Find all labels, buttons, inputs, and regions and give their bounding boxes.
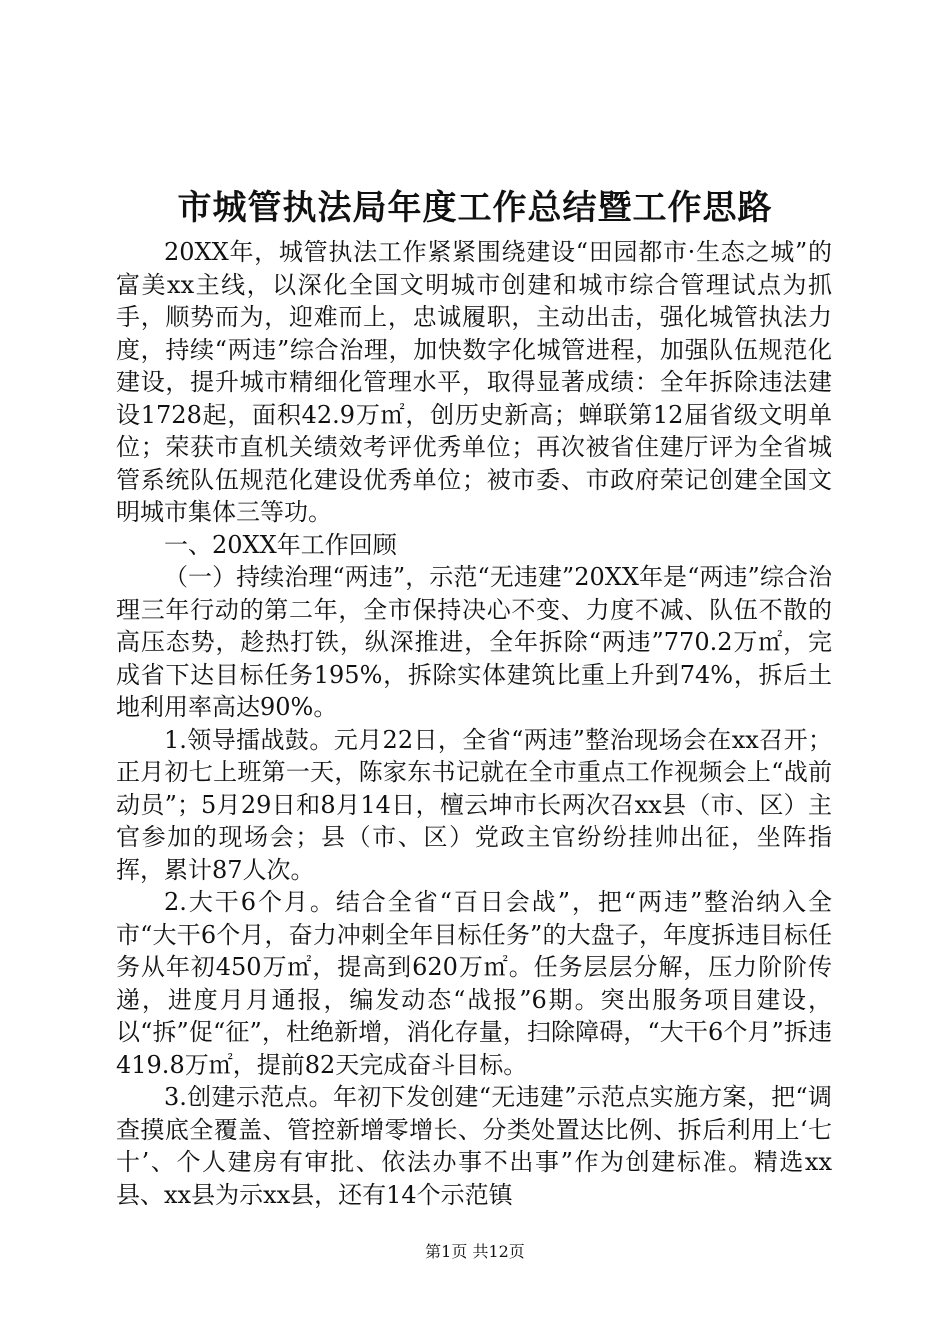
document-body (116, 236, 832, 1211)
paragraph-item-3: 3.创建示范点。年初下发创建“无违建”示范点实施方案，把“调查摸底全覆盖、管控新增零增长、分类处置达比例、拆后利用上‘七十’、个人建房有审批、依法办事不出事”作为创建标准。精选xx县、xx县为示xx县，还有14个示范镇 (116, 1083, 832, 1209)
paragraph-item-1: 1.领导擂战鼓。元月22日，全省“两违”整治现场会在xx召开；正月初七上班第一天，陈家东书记就在全市重点工作视频会上“战前动员”；5月29日和8月14日，檀云坤市长两次召xx县（市、区）主官参加的现场会；县（市、区）党政主官纷纷挂帅出征，坐阵指挥，累计87人次。 (116, 725, 832, 884)
page-footer: 第1页 共12页 (425, 1242, 525, 1261)
paragraph-subsection-1: （一）持续治理“两违”，示范“无违建”20XX年是“两违”综合治理三年行动的第二年，全市保持决心不变、力度不减、队伍不散的高压态势，趁热打铁，纵深推进，全年拆除“两违”770.2万㎡，完成省下达目标任务195%，拆除实体建筑比重上升到74%，拆后土地利用率高达90%。 (116, 563, 832, 721)
paragraph-item-2: 2.大干6个月。结合全省“百日会战”，把“两违”整治纳入全市“大干6个月，奋力冲刺全年目标任务”的大盘子，年度拆违目标任务从年初450万㎡，提高到620万㎡。任务层层分解，压力阶阶传递，进度月月通报，编发动态“战报”6期。突出服务项目建设，以“拆”促“征”，杜绝新增，消化存量，扫除障碍，“大干6个月”拆违419.8万㎡，提前82天完成奋斗目标。 (116, 888, 832, 1079)
section-heading: 一、20XX年工作回顾 (164, 530, 397, 559)
document-title: 市城管执法局年度工作总结暨工作思路 (177, 188, 773, 228)
paragraph-intro: 20XX年，城管执法工作紧紧围绕建设“田园都市·生态之城”的富美xx主线，以深化全国文明城市创建和城市综合管理试点为抓手，顺势而为，迎难而上，忠诚履职，主动出击，强化城管执法力度，持续“两违”综合治理，加快数字化城管进程，加强队伍规范化建设，提升城市精细化管理水平，取得显著成绩：全年拆除违法建设1728起，面积42.9万㎡，创历史新高；蝉联第12届省级文明单位；荣获市直机关绩效考评优秀单位；再次被省住建厅评为全省城管系统队伍规范化建设优秀单位；被市委、市政府荣记创建全国文明城市集体三等功。 (116, 238, 832, 526)
